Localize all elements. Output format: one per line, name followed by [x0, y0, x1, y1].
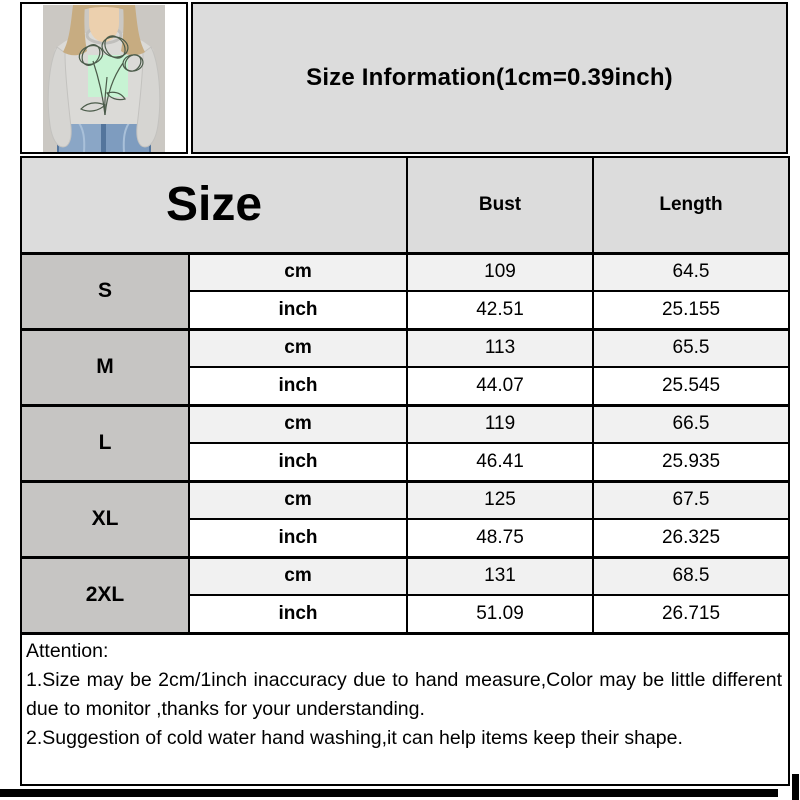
unit-cell-inch: inch — [189, 367, 407, 405]
length-cm-value: 64.5 — [593, 253, 789, 291]
bust-inch-value: 51.09 — [407, 595, 593, 633]
bust-cm-value: 125 — [407, 481, 593, 519]
bust-cm-value: 113 — [407, 329, 593, 367]
size-label-2xl: 2XL — [21, 557, 189, 633]
unit-cell-inch: inch — [189, 519, 407, 557]
length-cm-value: 66.5 — [593, 405, 789, 443]
size-label-m: M — [21, 329, 189, 405]
length-inch-value: 25.155 — [593, 291, 789, 329]
bust-cm-value: 131 — [407, 557, 593, 595]
size-information-title — [191, 2, 788, 154]
bust-inch-value: 42.51 — [407, 291, 593, 329]
length-cm-value: 65.5 — [593, 329, 789, 367]
length-inch-value: 25.935 — [593, 443, 789, 481]
size-label-s: S — [21, 253, 189, 329]
size-information-title-text: Size Information(1cm=0.39inch) — [306, 64, 673, 91]
table-row — [21, 557, 789, 595]
attention-line-1: 1.Size may be 2cm/1inch inaccuracy due to hand measure,Color may be little different due to monitor ,thanks for your understanding. — [26, 668, 783, 720]
attention-row — [21, 633, 789, 785]
bust-inch-value: 46.41 — [407, 443, 593, 481]
product-photo-cell — [20, 2, 188, 154]
attention-heading: Attention: — [26, 639, 109, 662]
unit-cell-cm: cm — [189, 405, 407, 443]
unit-cell-inch: inch — [189, 595, 407, 633]
bust-cm-value: 109 — [407, 253, 593, 291]
print-panel — [88, 55, 128, 97]
size-label-l: L — [21, 405, 189, 481]
table-row — [21, 481, 789, 519]
length-cm-value: 67.5 — [593, 481, 789, 519]
length-inch-value: 26.715 — [593, 595, 789, 633]
attention-note — [21, 633, 789, 785]
product-photo — [43, 5, 165, 152]
bust-inch-value: 48.75 — [407, 519, 593, 557]
table-row — [21, 329, 789, 367]
column-header-bust: Bust — [407, 157, 593, 253]
unit-cell-cm: cm — [189, 329, 407, 367]
length-inch-value: 26.325 — [593, 519, 789, 557]
bust-cm-value: 119 — [407, 405, 593, 443]
column-header-size: Size — [21, 157, 407, 253]
unit-cell-cm: cm — [189, 481, 407, 519]
size-table — [20, 156, 790, 786]
table-row — [21, 253, 789, 291]
bottom-border-tick — [792, 774, 799, 800]
column-header-length: Length — [593, 157, 789, 253]
size-label-xl: XL — [21, 481, 189, 557]
length-cm-value: 68.5 — [593, 557, 789, 595]
length-inch-value: 25.545 — [593, 367, 789, 405]
bottom-border-bar — [0, 789, 778, 797]
unit-cell-inch: inch — [189, 443, 407, 481]
unit-cell-inch: inch — [189, 291, 407, 329]
table-header-row — [21, 157, 789, 253]
unit-cell-cm: cm — [189, 253, 407, 291]
bust-inch-value: 44.07 — [407, 367, 593, 405]
table-row — [21, 405, 789, 443]
attention-line-2: 2.Suggestion of cold water hand washing,it can help items keep their shape. — [26, 727, 683, 750]
unit-cell-cm: cm — [189, 557, 407, 595]
